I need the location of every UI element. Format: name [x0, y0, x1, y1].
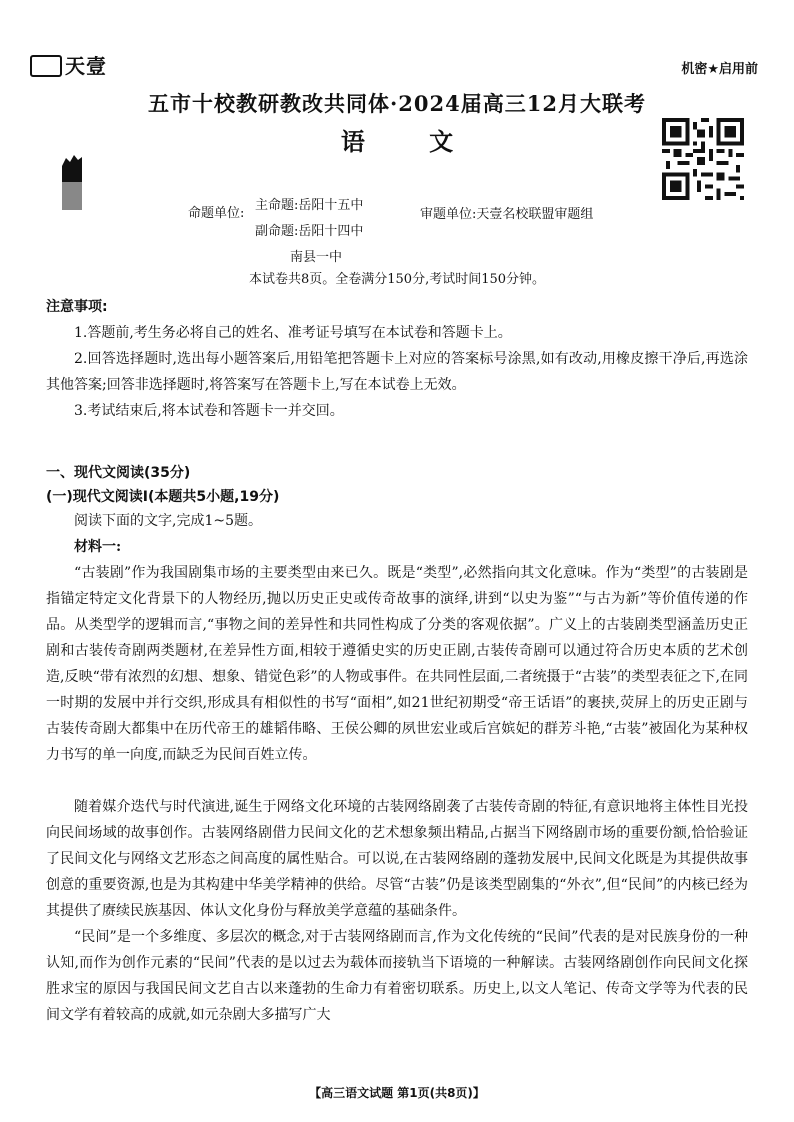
vice-proposer-2: 南县一中	[290, 250, 343, 265]
subject-title: 语 文	[340, 127, 482, 156]
main-proposer: 主命题:岳阳十五中	[255, 198, 364, 213]
stamp-icon	[58, 152, 84, 212]
note-item-1: 1.答题前,考生务必将自己的姓名、准考证号填写在本试卷和答题卡上。	[74, 325, 512, 341]
page-footer: 【高三语文试题 第1页(共8页)】	[309, 1086, 485, 1100]
exam-info: 本试卷共8页。全卷满分150分,考试时间150分钟。	[248, 272, 546, 287]
subsection-heading: (一)现代文阅读Ⅰ(本题共5小题,19分)	[46, 489, 280, 505]
publisher-logo	[30, 50, 107, 79]
paragraph-3: “民间”是一个多维度、多层次的概念,对于古装网络剧而言,作为文化传统的“民间”代表的是对民族身份的一种认知,而作为创作元素的“民间”代表的是以过去为载体而接轨当下语境的一种解读。古装网络剧创作向民间文化探胜求宝的原因与我国民间文艺自古以来蓬勃的生命力有着密切联系。历史上,以文人笔记、传奇文学等为代表的民间文学有着较高的成就,如元杂剧大多描写广大	[46, 929, 748, 1023]
material-label: 材料一:	[74, 539, 122, 555]
reviewer-unit: 审题单位:天壹名校联盟审题组	[420, 207, 594, 222]
paragraph-1: “古装剧”作为我国剧集市场的主要类型由来已久。既是“类型”,必然指向其文化意味。作为“类型”的古装剧是指锚定特定文化背景下的人物经历,抛以历史正史或传奇故事的演绎,讲到“以史为鉴”“与古为新”等价值传递的作品。从类型学的逻辑而言,“事物之间的差异性和共同性构成了分类的客观依据”。广义上的古装剧类型涵盖历史正剧和古装传奇剧两类题材,在差异性方面,相较于遵循史实的历史正剧,古装传奇剧可以通过符合历史本质的艺术创造,反映“带有浓烈的幻想、想象、错觉色彩”的人物或事件。在共同性层面,二者统摄于“古装”的类型表征之下,在同一时期的发展中并行交织,形成具有相似性的书写“面相”,如21世纪初期受“帝王话语”的裹挟,荧屏上的历史正剧与古装传奇剧大都集中在历代帝王的雄韬伟略、王侯公卿的夙世宏业或后宫嫔妃的群芳斗艳,“古装”被固化为某种权力书写的单一向度,而缺乏为民间百姓立传。	[46, 565, 748, 763]
exam-title: 五市十校教研教改共同体·2024届高三12月大联考	[148, 91, 646, 116]
paragraph-2: 随着媒介迭代与时代演进,诞生于网络文化环境的古装网络剧袭了古装传奇剧的特征,有意识地将主体性目光投向民间场域的故事创作。古装网络剧借力民间文化的艺术想象频出精品,占据当下网络剧市场的重要份额,恰恰验证了民间文化与网络文艺形态之间高度的属性贴合。可以说,在古装网络剧的蓬勃发展中,民间文化既是为其提供故事创意的重要资源,也是为其构建中华美学精神的供给。尽管“古装”仍是该类型剧集的“外衣”,但“民间”的内核已经为其提供了赓续民族基因、体认文化身份与释放美学意蕴的基础条件。	[46, 799, 748, 919]
vice-proposer-1: 副命题:岳阳十四中	[255, 224, 364, 239]
notes-heading: 注意事项:	[46, 299, 108, 315]
note-item-2: 2.回答选择题时,选出每小题答案后,用铅笔把答题卡上对应的答案标号涂黑,如有改动,用橡皮擦干净后,再选涂其他答案;回答非选择题时,将答案写在答题卡上,写在本试卷上无效。	[46, 351, 748, 393]
logo-text: 天壹	[65, 54, 107, 78]
qr-code-icon	[662, 118, 744, 200]
secret-label: 机密★启用前	[681, 62, 758, 77]
logo-mark-icon	[30, 55, 62, 77]
section-heading: 一、现代文阅读(35分)	[46, 465, 191, 481]
proposer-label: 命题单位:	[188, 206, 245, 221]
note-item-3: 3.考试结束后,将本试卷和答题卡一并交回。	[74, 403, 344, 419]
reading-instruction: 阅读下面的文字,完成1~5题。	[74, 513, 262, 529]
